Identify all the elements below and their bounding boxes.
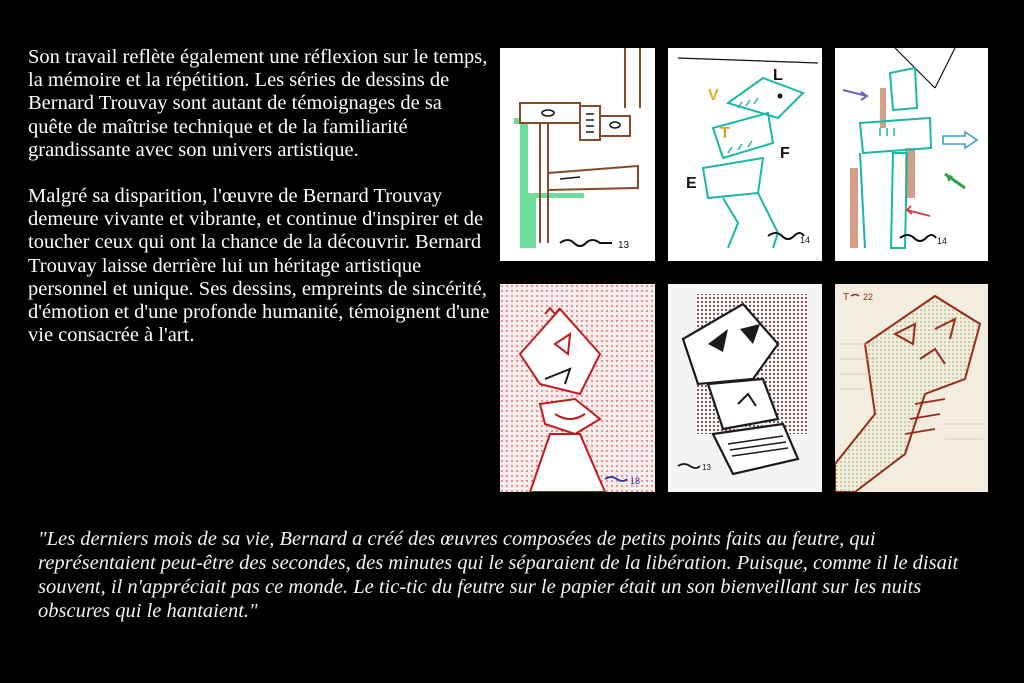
svg-text:E: E xyxy=(686,175,697,192)
svg-text:T: T xyxy=(720,125,730,142)
intro-paragraph-2: Malgré sa disparition, l'œuvre de Bernard Trouvay demeure vivante et vibrante, et continue d'inspirer et de toucher ceux qui ont la chance de la découvrir. Bernard Trouvay laisse derrière lui un héritage artistique personnel et unique. Ses dessins, empreints de sincérité, d'émotion et d'une profonde humanité, témoignent d'une vie consacrée à l'art. xyxy=(28,185,490,347)
intro-text xyxy=(28,46,490,347)
svg-text:L: L xyxy=(773,67,783,84)
drawing-1 xyxy=(500,48,655,261)
drawing-2 xyxy=(668,48,822,261)
drawing-6 xyxy=(835,284,988,492)
intro-paragraph-1: Son travail reflète également une réflexion sur le temps, la mémoire et la répétition. Les séries de dessins de Bernard Trouvay sont autant de témoignages de sa quête de maîtrise technique et de la familiarité grandissante avec son univers artistique. xyxy=(28,46,488,161)
drawing-2-letter-v: V xyxy=(708,87,719,104)
drawing-5-image xyxy=(668,284,822,492)
svg-text:18: 18 xyxy=(630,476,641,486)
svg-text:T: T xyxy=(843,292,850,303)
drawing-2-image xyxy=(668,48,822,261)
svg-text:F: F xyxy=(780,145,790,162)
svg-text:22: 22 xyxy=(863,292,874,302)
drawing-4 xyxy=(500,284,655,492)
svg-text:13: 13 xyxy=(618,240,630,251)
quote: "Les derniers mois de sa vie, Bernard a créé des œuvres composées de petits points faits au feutre, qui représentaient peut-être des secondes, des minutes qui le séparaient de la libération. Puisque, comme il le disait souvent, il n'appréciait pas ce monde. Le tic-tic du feutre sur le papier était un son bienveillant sur les nuits obscures qui le hantaient." xyxy=(38,528,959,622)
svg-text:14: 14 xyxy=(937,236,948,246)
drawing-4-image xyxy=(500,284,655,492)
drawing-3-image xyxy=(835,48,988,261)
drawings-gallery xyxy=(500,48,988,492)
drawing-1-image xyxy=(500,48,655,261)
svg-text:14: 14 xyxy=(800,235,811,245)
drawing-6-image xyxy=(835,284,988,492)
svg-text:13: 13 xyxy=(702,463,711,472)
drawing-3 xyxy=(835,48,988,261)
drawing-5 xyxy=(668,284,822,492)
